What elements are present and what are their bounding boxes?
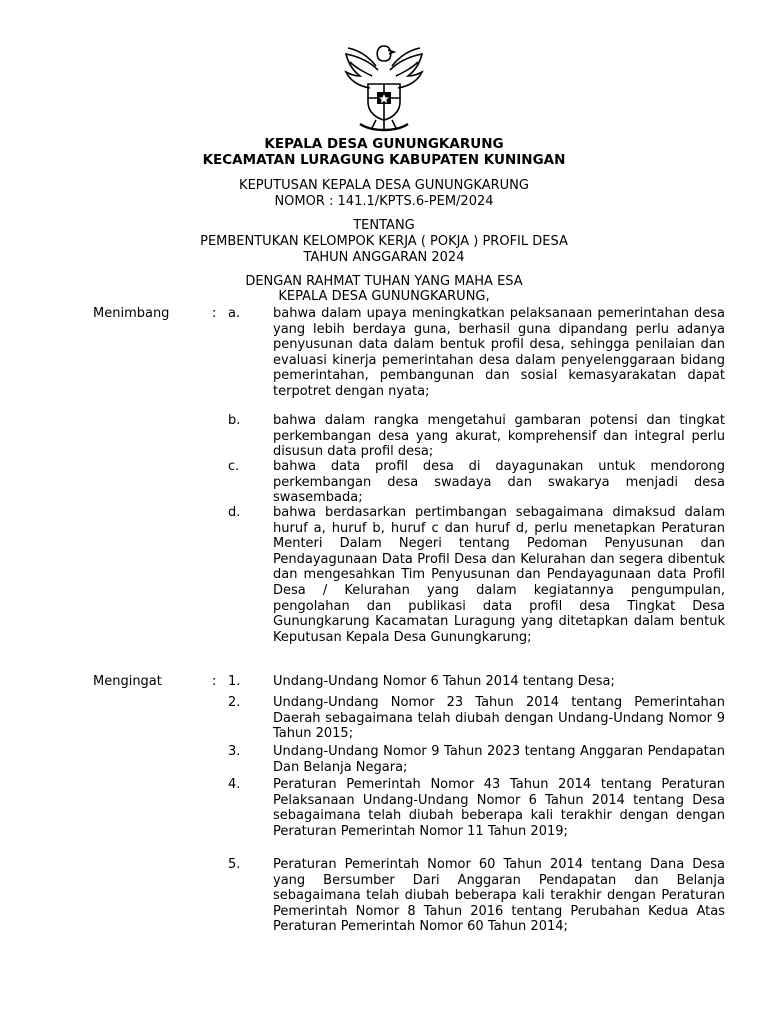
letterhead-title: KEPALA DESA GUNUNGKARUNG (264, 136, 504, 152)
subject-year: TAHUN ANGGARAN 2024 (303, 250, 465, 265)
mengingat-label: Mengingat (93, 674, 162, 689)
mengingat-colon: : (212, 674, 217, 689)
decree-number: NOMOR : 141.1/KPTS.6-PEM/2024 (274, 194, 494, 209)
list-item-text: Undang-Undang Nomor 6 Tahun 2014 tentang Desa; (273, 674, 615, 689)
signatory-line: KEPALA DESA GUNUNGKARUNG, (278, 289, 490, 304)
list-item-marker: 1. (228, 674, 241, 689)
garuda-emblem-icon (342, 40, 426, 134)
list-item-marker: 4. (228, 777, 241, 792)
list-item-marker: a. (228, 306, 241, 321)
decree-heading (0, 178, 768, 210)
list-item-marker: 5. (228, 857, 241, 872)
menimbang-colon: : (212, 306, 217, 321)
menimbang-label: Menimbang (93, 306, 170, 321)
decree-title: KEPUTUSAN KEPALA DESA GUNUNGKARUNG (239, 178, 529, 193)
list-item-text: Peraturan Pemerintah Nomor 43 Tahun 2014 tentang Peraturan Pelaksanaan Undang-Undang Nomor 6 Tahun 2014 tentang Desa sebagaimana telah diubah beberapa kali terakhir dengan dengan Peraturan Pemerintah Nomor 11 Tahun 2019; (273, 777, 725, 839)
list-item-text: bahwa dalam upaya meningkatkan pelaksanaan pemerintahan desa yang lebih berdaya guna, berhasil guna dipandang perlu adanya penyusunan data dalam bentuk profil desa, sehingga penilaian dan evaluasi kinerja pemerintahan desa dalam penyelenggaraan bidang pemerintahan, pembangunan dan sosial kemasyarakatan dapat terpotret dengan nyata; (273, 306, 725, 399)
list-item-text: Undang-Undang Nomor 23 Tahun 2014 tentang Pemerintahan Daerah sebagaimana telah diubah dengan Undang-Undang Nomor 9 Tahun 2015; (273, 695, 725, 742)
list-item-text: bahwa data profil desa di dayagunakan untuk mendorong perkembangan desa swadaya dan swakarya menjadi desa swasembada; (273, 459, 725, 506)
list-item-marker: b. (228, 413, 241, 428)
subject-line: PEMBENTUKAN KELOMPOK KERJA ( POKJA ) PROFIL DESA (200, 234, 568, 249)
list-item-marker: c. (228, 459, 240, 474)
opening-formula (0, 274, 768, 304)
decree-subject (0, 218, 768, 266)
list-item-text: bahwa berdasarkan pertimbangan sebagaimana dimaksud dalam huruf a, huruf b, huruf c dan huruf d, perlu menetapkan Peraturan Menteri Dalam Negeri tentang Pedoman Penyusunan dan Pendayagunaan Data Profil Desa dan Kelurahan dan segera dibentuk dan mengesahkan Tim Penyusunan dan Pendayagunaan data Profil Desa / Kelurahan yang dalam kegiatannya pengumpulan, pengolahan dan publikasi data profil desa Tingkat Desa Gunungkarung Kacamatan Luragung yang ditetapkan dalam bentuk Keputusan Kepala Desa Gunungkarung; (273, 505, 725, 645)
about-label: TENTANG (353, 218, 415, 233)
opening-line: DENGAN RAHMAT TUHAN YANG MAHA ESA (245, 274, 523, 289)
list-item-marker: 3. (228, 744, 241, 759)
list-item-text: bahwa dalam rangka mengetahui gambaran potensi dan tingkat perkembangan desa yang akurat, komprehensif dan integral perlu disusun data profil desa; (273, 413, 725, 460)
list-item-text: Peraturan Pemerintah Nomor 60 Tahun 2014 tentang Dana Desa yang Bersumber Dari Anggaran Pendapatan dan Belanja sebagaimana telah diubah beberapa kali terakhir dengan Peraturan Pemerintah Nomor 8 Tahun 2016 tentang Perubahan Kedua Atas Peraturan Pemerintah Nomor 60 Tahun 2014; (273, 857, 725, 935)
list-item-text: Undang-Undang Nomor 9 Tahun 2023 tentang Anggaran Pendapatan Dan Belanja Negara; (273, 744, 725, 775)
letterhead-subtitle: KECAMATAN LURAGUNG KABUPATEN KUNINGAN (202, 152, 566, 168)
list-item-marker: d. (228, 505, 241, 520)
list-item-marker: 2. (228, 695, 241, 710)
letterhead (0, 136, 768, 168)
